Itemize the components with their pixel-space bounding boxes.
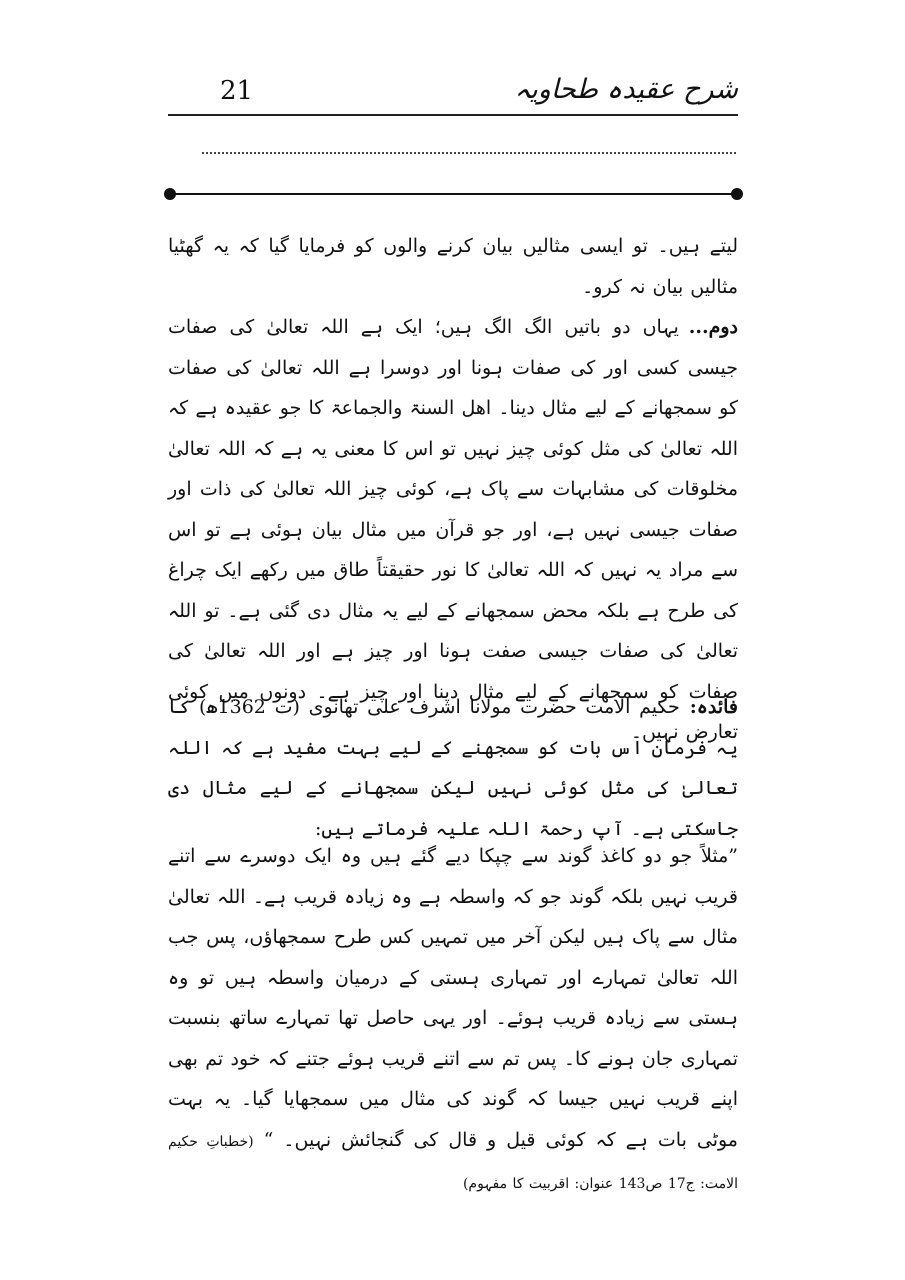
book-title: شرح عقیدہ طحاویہ: [514, 74, 738, 105]
header-rule: [168, 114, 738, 116]
benefit-text: حکیم الامت حضرت مولانا اشرف علی تھانوی (ت 1362ھ) کا یہ فرمان اس بات کو سمجھنے کے لیے بہت مفید ہے کہ اللہ تعالیٰ کی مثل کوئی نہیں لیکن سمجھانے کے لیے مثال دی جاسکتی ہے۔ آپ رحمۃ اللہ علیہ فرماتے ہیں:: [168, 696, 738, 840]
quote-text: ”مثلاً جو دو کاغذ گوند سے چپکا دیے گئے ہیں وہ ایک دوسرے سے اتنے قریب نہیں بلکہ گوند جو کہ واسطہ ہے وہ زیادہ قریب ہے۔ اللہ تعالیٰ مثال سے پاک ہیں لیکن آخر میں تمہیں کس طرح سمجھاؤں، پس جب اللہ تعالیٰ تمہارے اور تمہاری ہستی کے درمیان واسطہ ہیں تو وہ ہستی سے زیادہ قریب ہوئے۔ اور یہی حاصل تھا تمہارے ساتھ بنسبت تمہاری جان ہونے کا۔ پس تم سے اتنے قریب ہوئے جتنے کہ خود تم بھی اپنے قریب نہیں جیسا کہ گوند کی مثال میں سمجھایا گیا۔ یہ بہت موٹی بات ہے کہ کوئی قیل و قال کی گنجائش نہیں۔ “: [168, 845, 738, 1151]
paragraph-2-label: دوم...: [688, 316, 738, 338]
paragraph-1-text: لیتے ہیں۔ تو ایسی مثالیں بیان کرنے والوں کو فرمایا گیا کہ یہ گھٹیا مثالیں بیان نہ کرو۔: [168, 235, 738, 298]
quote-paragraph: [168, 836, 738, 1205]
divider-dot-right: [731, 188, 743, 200]
quote-citation: (خطباتِ حکیم الامت: ج17 ص143 عنوان: اقربیت کا مفہوم): [168, 1133, 738, 1192]
paragraph-2: [168, 307, 738, 753]
divider-dot-left: [164, 188, 176, 200]
paragraph-1: [168, 226, 738, 307]
paragraph-1-and-2: [168, 226, 738, 753]
paragraph-2-text: یہاں دو باتیں الگ الگ ہیں؛ ایک ہے اللہ تعالیٰ کی صفات جیسی کسی اور کی صفات ہونا اور دوسرا ہے اللہ تعالیٰ کی صفات کو سمجھانے کے لیے مثال دینا۔ اھل السنۃ والجماعۃ کا جو عقیدہ ہے کہ اللہ تعالیٰ کی مثل کوئی چیز نہیں تو اس کا معنی یہ ہے کہ اللہ تعالیٰ مخلوقات کی مشابہات سے پاک ہے، کوئی چیز اللہ تعالیٰ کی ذات اور صفات جیسی نہیں ہے، اور جو قرآن میں مثال بیان ہوئی ہے تو اس سے مراد یہ نہیں کہ اللہ تعالیٰ کا نور حقیقتاً طاق میں رکھے ایک چراغ کی طرح ہے بلکہ محض سمجھانے کے لیے یہ مثال دی گئی ہے۔ تو اللہ تعالیٰ کی صفات جیسی صفت ہونا اور چیز ہے اور اللہ تعالیٰ کی صفات کو سمجھانے کے لیے مثال دینا اور چیز ہے۔ دونوں میں کوئی تعارض نہیں۔: [168, 316, 738, 743]
benefit-paragraph: [168, 687, 738, 849]
page-number: 21: [220, 76, 254, 106]
page-header: [168, 72, 738, 116]
dotted-rule: [202, 152, 736, 154]
section-divider: [170, 193, 736, 195]
benefit-label: فائدہ:: [689, 696, 738, 718]
